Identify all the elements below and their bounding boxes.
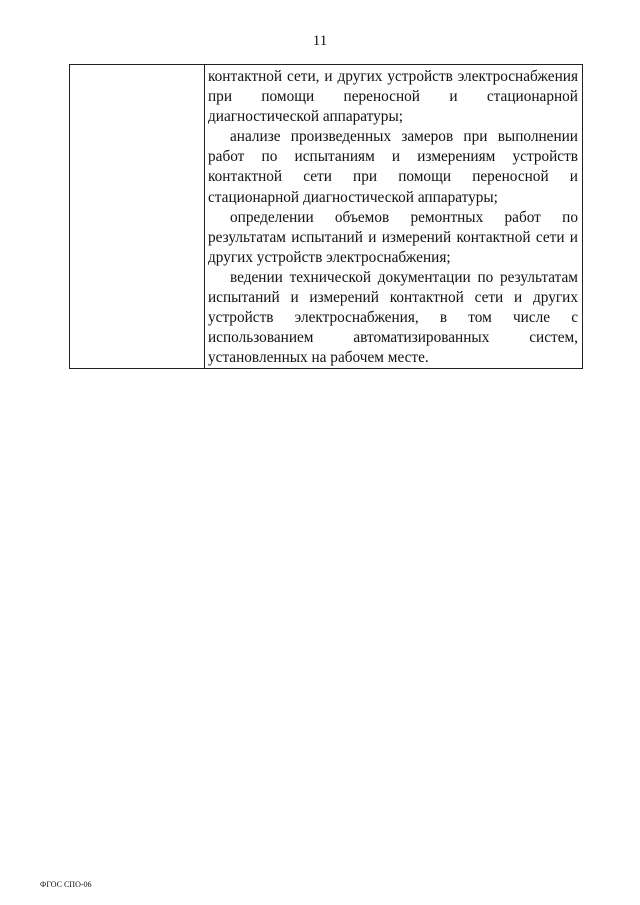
text-line: результатам испытаний и измерений контактной сети и — [208, 228, 578, 246]
text-line: установленных на рабочем месте. — [208, 349, 429, 367]
text-line: контактной сети при помощи переносной и — [208, 168, 578, 186]
text-line: анализе произведенных замеров при выполнении — [230, 128, 578, 146]
text-line: испытаний и измерений контактной сети и других — [208, 289, 578, 307]
text-line: других устройств электроснабжения; — [208, 248, 451, 266]
text-line: работ по испытаниям и измерениям устройств — [208, 148, 578, 166]
content-table — [69, 64, 583, 369]
text-line: определении объемов ремонтных работ по — [230, 208, 578, 226]
table-left-cell — [70, 65, 205, 368]
document-code-footer: ФГОС СПО-06 — [40, 880, 92, 889]
text-line: стационарной диагностической аппаратуры; — [208, 188, 498, 206]
text-line: ведении технической документации по результатам — [230, 268, 578, 286]
text-line: устройств электроснабжения, в том числе с — [208, 309, 578, 327]
text-line: диагностической аппаратуры; — [208, 108, 403, 126]
text-line: контактной сети, и других устройств электроснабжения — [208, 68, 578, 85]
text-line: при помощи переносной и стационарной — [208, 88, 578, 106]
page-number: 11 — [312, 33, 328, 49]
table-right-cell — [208, 67, 578, 368]
text-line: использованием автоматизированных систем, — [208, 329, 578, 347]
